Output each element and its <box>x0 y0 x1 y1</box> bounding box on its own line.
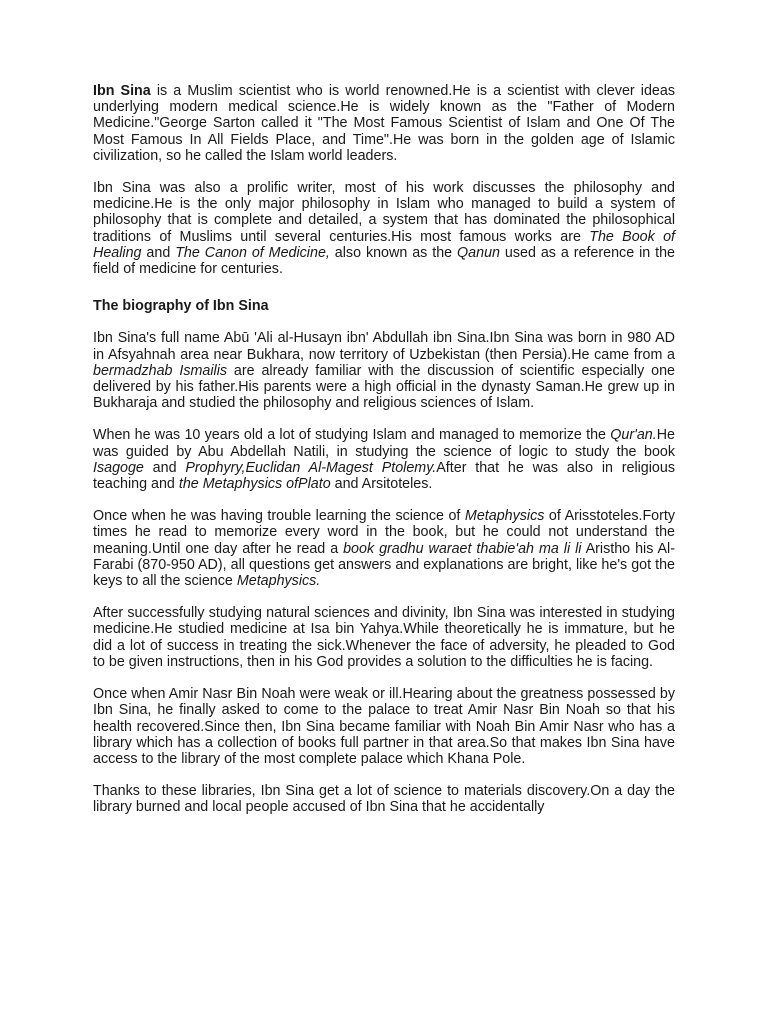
emphasis-text: Metaphysics <box>464 508 545 525</box>
document-body <box>93 83 675 832</box>
text-run: After successfully studying natural sciences and divinity, Ibn Sina was interested in studying medicine.He studied medicine at Isa bin Yahya.While theoretically he is immature, but he did a lot of success in treating the sick.Whenever the face of adversity, he pleaded to God to be given instructions, then in his God provides a solution to the difficulties he is facing. <box>93 605 675 670</box>
text-run: After that he was also in religious teaching and <box>93 459 675 493</box>
text-run: also known as the <box>329 244 458 261</box>
biography-paragraph-1 <box>93 330 675 411</box>
emphasis-text: Metaphysics. <box>236 573 321 590</box>
emphasis-text: book gradhu waraet thabie'ah ma li li <box>343 540 582 557</box>
text-run: of Arisstoteles.Forty times he read to memorize every word in the book, but he could not understand the meaning.Until one day after he read a <box>93 508 676 557</box>
biography-paragraph-3 <box>93 508 675 589</box>
intro-paragraph-1 <box>93 83 675 164</box>
book-title: The Canon of Medicine, <box>175 244 330 261</box>
text-run: is a Muslim scientist who is world renowned.He is a scientist with clever ideas underlying modern medical science.He is widely known as the "Father of Modern Medicine."George Sarton called it "The Most Famous Scientist of Islam and One Of The Most Famous In All Fields Place, and Time".He was born in the golden age of Islamic civilization, so he called the Islam world leaders. <box>93 83 675 164</box>
book-title: Qanun <box>457 244 500 261</box>
emphasis-text: the Metaphysics ofPlato <box>178 476 331 493</box>
text-run: are already familiar with the discussion of scientific especially one delivered by his father.His parents were a high official in the dynasty Saman.He grew up in Bukharaja and studied the philosophy and religious sciences of Islam. <box>93 362 675 412</box>
text-run: When he was 10 years old a lot of studying Islam and managed to memorize the <box>93 427 611 444</box>
intro-paragraph-2 <box>93 180 675 277</box>
text-run: He was guided by Abu Abdellah Natili, in studying the science of logic to study the book <box>93 427 675 460</box>
text-run: and <box>141 244 176 261</box>
text-run: used as a reference in the field of medicine for centuries. <box>93 244 676 278</box>
text-run: Once when Amir Nasr Bin Noah were weak or ill.Hearing about the greatness possessed by Ibn Sina, he finally asked to come to the palace to treat Amir Nasr Bin Noah so that his health recovered.Since then, Ibn Sina became familiar with Noah Bin Amir Nasr who has a library which has a collection of books full partner in that area.So that makes Ibn Sina have access to the library of the most complete palace which Khana Pole. <box>93 686 675 767</box>
section-heading: The biography of Ibn Sina <box>93 298 269 315</box>
emphasis-text: Isagoge <box>93 459 144 476</box>
book-title: The Book of Healing <box>93 228 675 261</box>
text-run: Thanks to these libraries, Ibn Sina get a lot of science to materials discovery.On a day the library burned and local people accused of Ibn Sina that he accidentally <box>93 783 675 816</box>
text-run: Ibn Sina was also a prolific writer, most of his work discusses the philosophy and medicine.He is the only major philosophy in Islam who managed to build a system of philosophy that is complete and detailed, a system that has dominated the philosophical traditions of Muslims until several centuries.His most famous works are <box>93 180 675 245</box>
biography-paragraph-5 <box>93 686 675 767</box>
text-run: and Arsitoteles. <box>330 476 433 493</box>
text-run: Ibn Sina's full name Abū 'Ali al-Husayn ibn' Abdullah ibn Sina.Ibn Sina was born in 980 AD in Afsyahnah area near Bukhara, now territory of Uzbekistan (then Persia).He came from a <box>93 330 675 363</box>
text-run: and <box>143 459 186 476</box>
emphasis-text: bermadzhab Ismailis <box>93 362 228 379</box>
text-run: Once when he was having trouble learning the science of <box>93 508 465 525</box>
biography-paragraph-6 <box>93 783 675 815</box>
text-run: Aristho his Al-Farabi (870-950 AD), all questions get answers and explanations are bright, like he's got the keys to all the science <box>93 540 675 590</box>
biography-paragraph-4 <box>93 605 675 670</box>
biography-paragraph-2 <box>93 427 675 492</box>
emphasis-text: Prophyry,Euclidan Al-Magest Ptolemy. <box>185 459 437 476</box>
emphasis-text: Qur'an. <box>610 427 657 444</box>
subject-name: Ibn Sina <box>93 83 151 99</box>
